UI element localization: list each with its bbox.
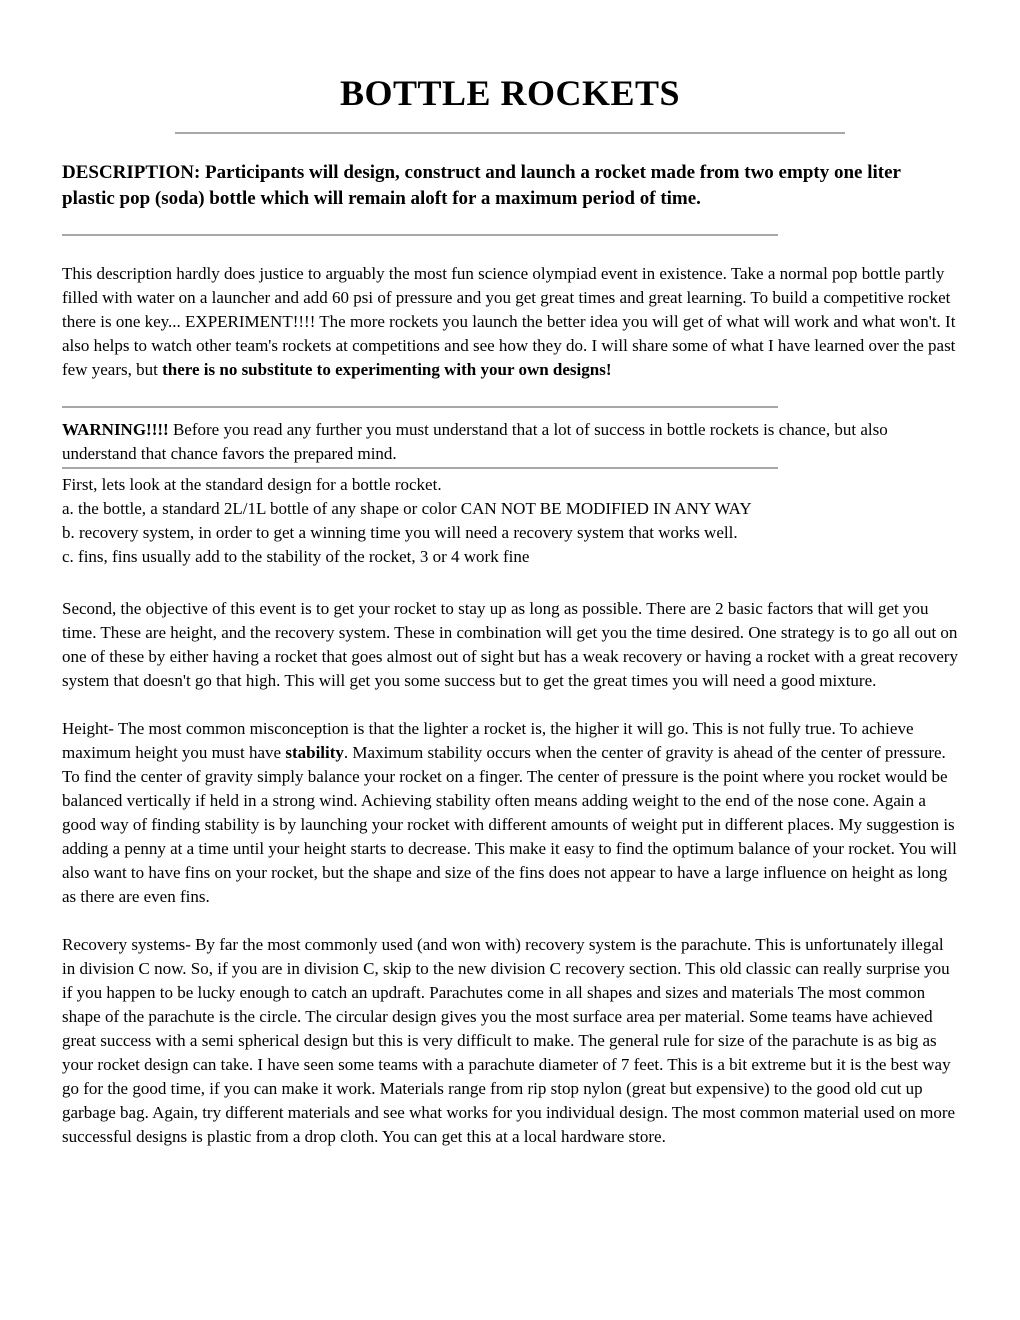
post-warning-divider xyxy=(62,467,778,469)
objective-paragraph: Second, the objective of this event is to get your rocket to stay up as long as possible. There are 2 basic factors that will get you time. These are height, and the recovery system. These in combination will get you the time desired. One strategy is to go all out on one of these by either having a rocket that goes almost out of sight but has a weak recovery or having a rocket with a great recovery system that doesn't go that high. This will get you some success but to get the great times you will need a good mixture. xyxy=(62,599,958,690)
title-divider xyxy=(175,132,845,134)
recovery-paragraph: Recovery systems- By far the most commonly used (and won with) recovery system is the parachute. This is unfortunately illegal in division C now. So, if you are in division C, skip to the new division C recovery section. This old classic can really surprise you if you happen to be lucky enough to catch an updraft. Parachutes come in all shapes and sizes and materials The most common shape of the parachute is the circle. The circular design gives you the most surface area per material. Some teams have achieved great success with a semi spherical design but this is very difficult to make. The general rule for size of the parachute is as big as your rocket design can take. I have seen some teams with a parachute diameter of 7 feet. This is a bit extreme but it is the best way go for the good time, if you can make it work. Materials range from rip stop nylon (great but expensive) to the good old cut up garbage bag. Again, try different materials and see what works for you individual design. The most common material used on more successful designs is plastic from a drop cloth. You can get this at a local hardware store. xyxy=(62,935,956,1146)
height-paragraph: Height- The most common misconception is that the lighter a rocket is, the higher it will go. This is not fully true. To achieve maximum height you must have stability. Maximum stability occurs when the center of gravity is ahead of the center of pressure. To find the center of gravity simply balance your rocket on a finger. The center of pressure is the point where you rocket would be balanced vertically if held in a strong wind. Achieving stability often means adding weight to the end of the nose cone. Again a good way of finding stability is by launching your rocket with different amounts of weight put in different places. My suggestion is adding a penny at a time until your height starts to decrease. This make it easy to find the optimum balance of your rocket. You will also want to have fins on your rocket, but the shape and size of the fins does not appear to have a large influence on height as long as there are even fins. xyxy=(62,719,957,906)
pre-warning-divider xyxy=(62,406,778,408)
intro-paragraph: This description hardly does justice to arguably the most fun science olympiad event in existence. Take a normal pop bottle partly filled with water on a launcher and add 60 psi of pressure and you get great times and great learning. To build a competitive rocket there is one key... EXPERIMENT!!!! The more rockets you launch the better idea you will get of what will work and what won't. It also helps to watch other team's rockets at competitions and see how they do. I will share some of what I have learned over the past few years, but there is no substitute to experimenting with your own designs! xyxy=(62,264,956,379)
description-divider xyxy=(62,234,778,236)
description-paragraph: DESCRIPTION: Participants will design, construct and launch a rocket made from two empty one liter plastic pop (soda) bottle which will remain aloft for a maximum period of time. xyxy=(62,162,901,209)
warning-paragraph: WARNING!!!! Before you read any further you must understand that a lot of success in bottle rockets is chance, but also understand that chance favors the prepared mind. xyxy=(62,420,888,463)
page-title: BOTTLE ROCKETS xyxy=(339,73,681,113)
standard-design-list: First, lets look at the standard design for a bottle rocket. a. the bottle, a standard 2L/1L bottle of any shape or color CAN NOT BE MODIFIED IN ANY WAY b. recovery system, in order to get a winning time you will need a recovery system that works well. c. fins, fins usually add to the stability of the rocket, 3 or 4 work fine xyxy=(62,475,752,566)
